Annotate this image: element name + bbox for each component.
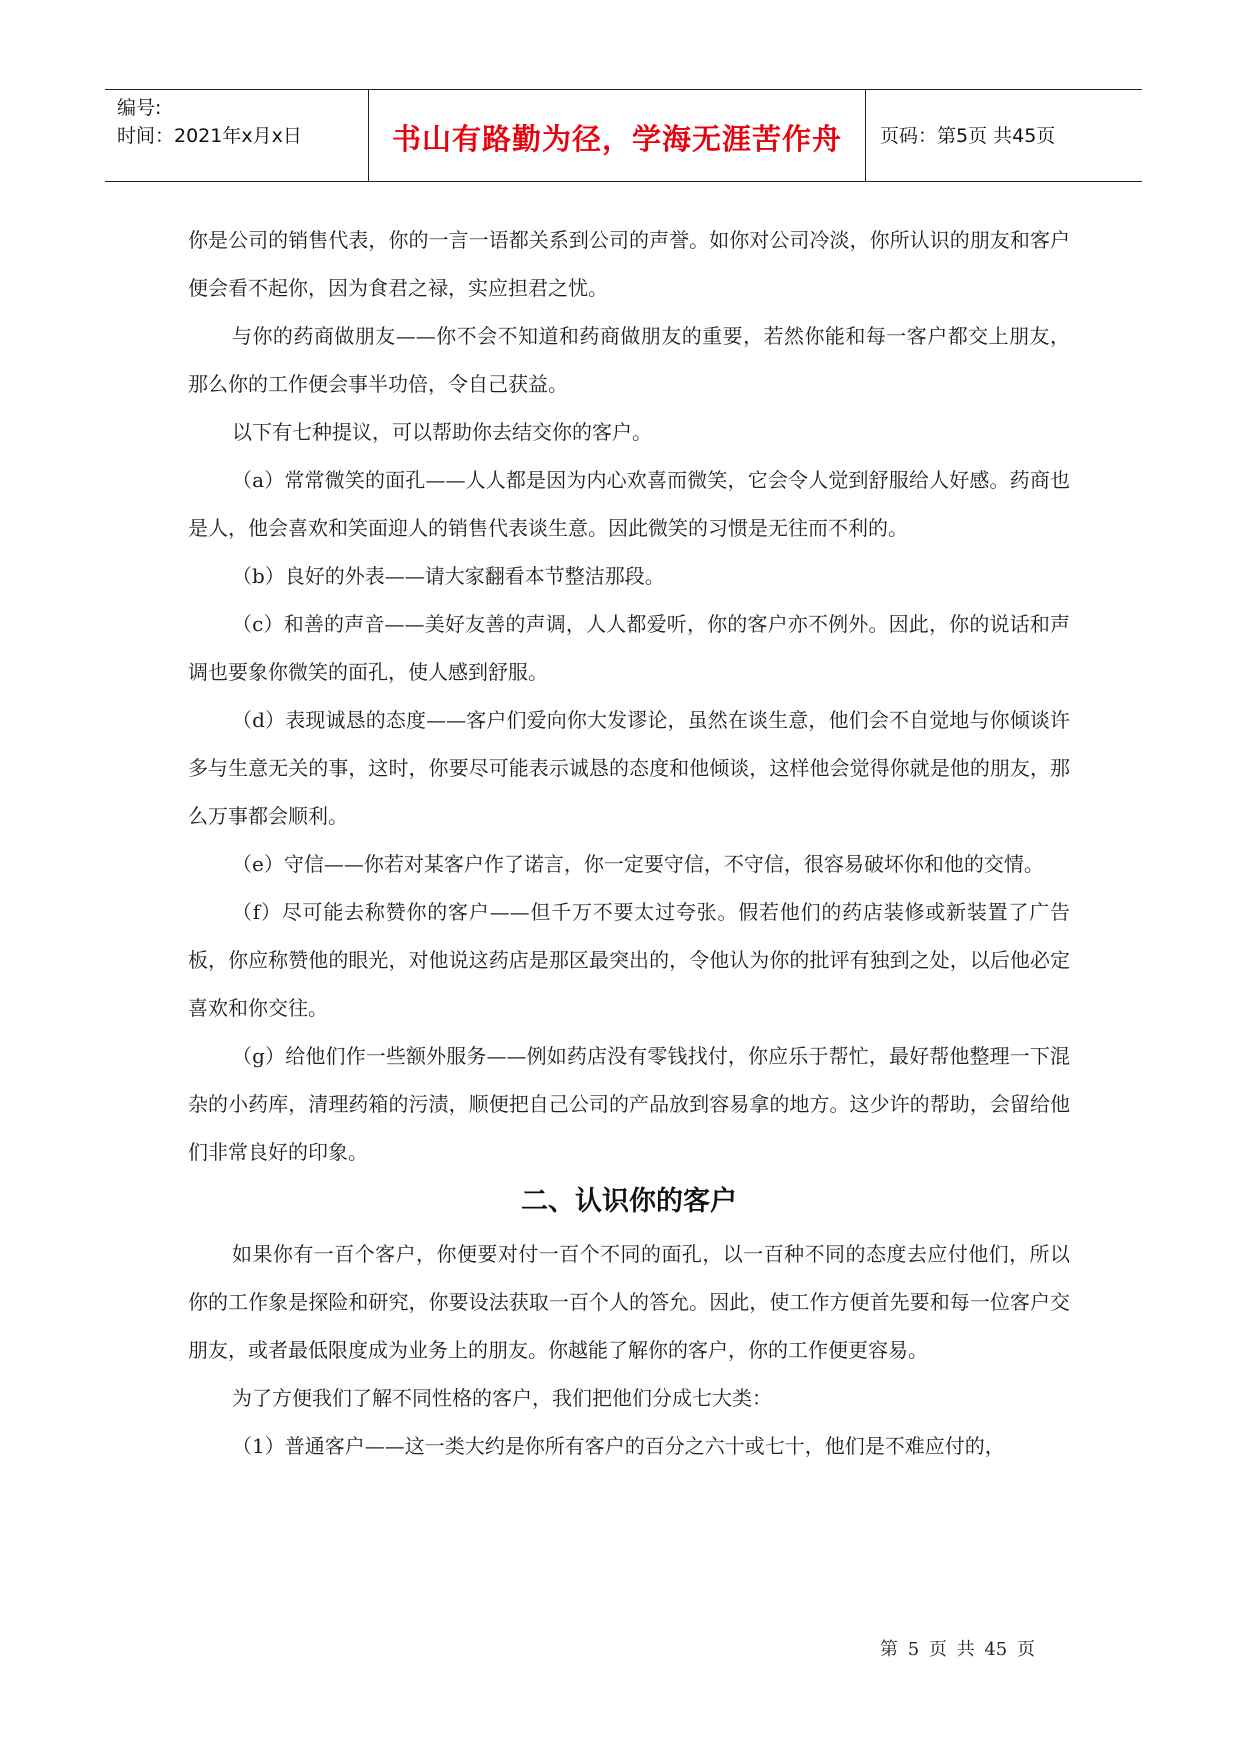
- header-page-info: 页码：第5页 共45页: [880, 125, 1056, 147]
- paragraph: 以下有七种提议，可以帮助你去结交你的客户。: [232, 420, 652, 444]
- list-item-f: （f）尽可能去称赞你的客户——但千万不要太过夸张。假若他们的药店装修或新装置了广告板，你应称赞他的眼光，对他说这药店是那区最突出的，令他认为你的批评有独到之处，以后他必定喜欢和你交往。: [188, 900, 1070, 1020]
- paragraph: 你是公司的销售代表，你的一言一语都关系到公司的声誉。如你对公司冷淡，你所认识的朋友和客户便会看不起你，因为食君之禄，实应担君之忧。: [188, 228, 1070, 300]
- document-number-label: 编号:: [117, 97, 162, 119]
- section-heading: 二、认识你的客户: [521, 1186, 737, 1217]
- list-item-c: （c）和善的声音——美好友善的声调，人人都爱听，你的客户亦不例外。因此，你的说话和声调也要象你微笑的面孔，使人感到舒服。: [188, 612, 1070, 684]
- paragraph: 为了方便我们了解不同性格的客户，我们把他们分成七大类：: [232, 1386, 772, 1410]
- list-item-g: （g）给他们作一些额外服务——例如药店没有零钱找付，你应乐于帮忙，最好帮他整理一下混杂的小药库，清理药箱的污渍，顺便把自己公司的产品放到容易拿的地方。这少许的帮助，会留给他们非常良好的印象。: [188, 1044, 1070, 1164]
- paragraph: 如果你有一百个客户，你便要对付一百个不同的面孔，以一百种不同的态度去应付他们，所以你的工作象是探险和研究，你要设法获取一百个人的答允。因此，使工作方便首先要和每一位客户交朋友，或者最低限度成为业务上的朋友。你越能了解你的客户，你的工作便更容易。: [188, 1242, 1070, 1362]
- page-header: [105, 89, 1142, 182]
- document-body: [188, 216, 1070, 1470]
- document-time-label: 时间：2021年x月x日: [117, 125, 302, 147]
- list-item-e: （e）守信——你若对某客户作了诺言，你一定要守信，不守信，很容易破坏你和他的交情。: [232, 852, 1044, 876]
- header-motto: 书山有路勤为径，学海无涯苦作舟: [369, 90, 866, 181]
- list-item-1: （1）普通客户——这一类大约是你所有客户的百分之六十或七十，他们是不难应付的，: [232, 1434, 1005, 1458]
- paragraph: 与你的药商做朋友——你不会不知道和药商做朋友的重要，若然你能和每一客户都交上朋友，那么你的工作便会事半功倍，令自己获益。: [188, 324, 1070, 396]
- list-item-a: （a）常常微笑的面孔——人人都是因为内心欢喜而微笑，它会令人觉到舒服给人好感。药商也是人，他会喜欢和笑面迎人的销售代表谈生意。因此微笑的习惯是无往而不利的。: [188, 468, 1070, 540]
- list-item-b: （b）良好的外表——请大家翻看本节整洁那段。: [232, 564, 665, 588]
- page-footer: 第 5 页 共 45 页: [880, 1639, 1035, 1660]
- header-meta: [105, 90, 369, 181]
- list-item-d: （d）表现诚恳的态度——客户们爱向你大发谬论，虽然在谈生意，他们会不自觉地与你倾谈许多与生意无关的事，这时，你要尽可能表示诚恳的态度和他倾谈，这样他会觉得你就是他的朋友，那么万事都会顺利。: [188, 708, 1070, 828]
